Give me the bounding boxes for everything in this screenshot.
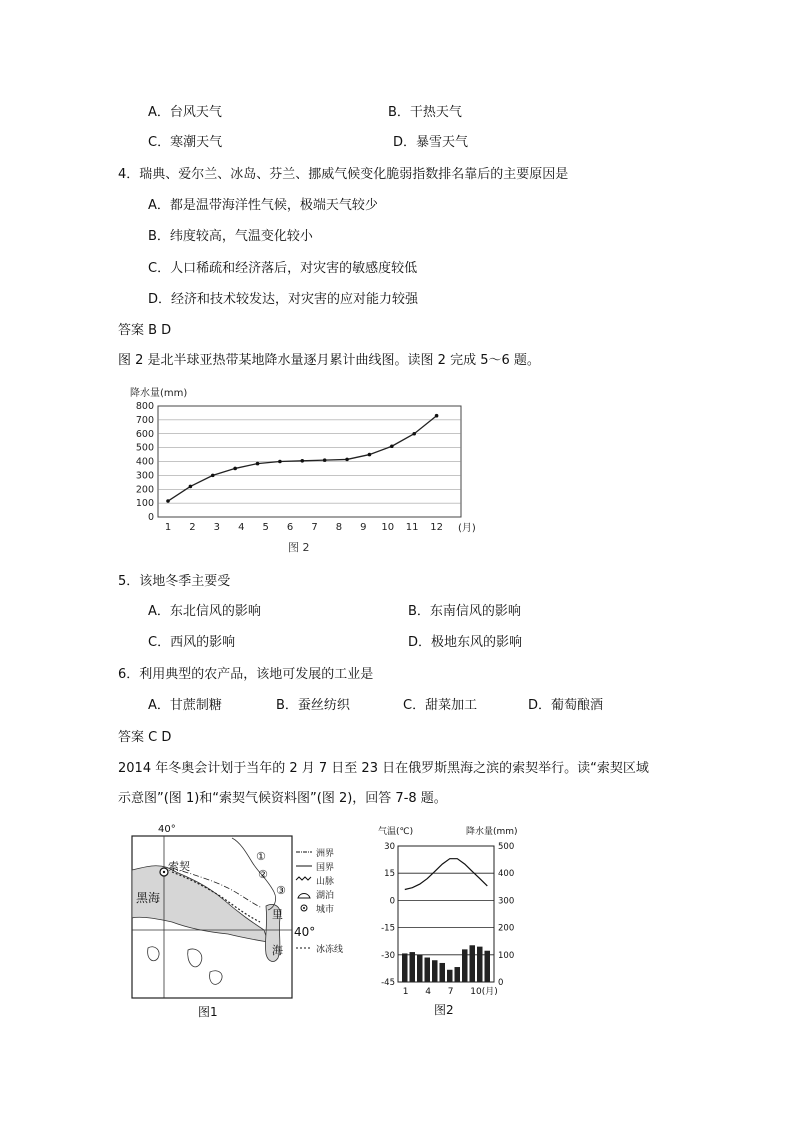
q5-option-d: D．极地东风的影响: [408, 635, 523, 650]
map-sea2-label-1: 里: [272, 908, 283, 921]
chart2-temp-tick: -30: [381, 950, 395, 961]
intro-7-8-line2: 示意图”(图 1)和“索契气候资料图”(图 2)，回答 7-8 题。: [118, 791, 447, 806]
chart1-data-point: [256, 462, 260, 466]
chart1-x-tick: 7: [311, 522, 318, 533]
chart2-temp-tick: 0: [389, 896, 395, 907]
chart1-x-tick: 6: [286, 522, 294, 533]
chart2-precip-tick: 200: [498, 923, 515, 934]
chart2-temp-tick: 15: [384, 869, 395, 880]
chart2-temp-tick: 30: [384, 842, 395, 852]
legend-freeze-line: 冰冻线: [316, 945, 344, 955]
chart2-precip-tick: 300: [498, 896, 515, 907]
chart1-x-tick: 2: [189, 522, 196, 533]
map-caption: 图1: [198, 1005, 218, 1019]
intro-5-6: 图 2 是北半球亚热带某地降水量逐月累计曲线图。读图 2 完成 5～6 题。: [118, 353, 540, 368]
q6-stem: 6．利用典型的农产品，该地可发展的工业是: [118, 667, 374, 682]
chart1-y-tick: 600: [135, 428, 154, 440]
chart2-precip-tick: 100: [498, 950, 515, 961]
chart1-y-tick: 300: [135, 470, 154, 482]
map-marker-3: ③: [276, 884, 286, 897]
chart1-data-point: [345, 458, 349, 462]
chart2-x-tick: 4: [425, 987, 431, 997]
chart1-data-point: [189, 485, 193, 489]
chart1-data-point: [435, 414, 439, 418]
q6-option-d: D．葡萄酿酒: [528, 698, 604, 713]
q5-option-a: A．东北信风的影响: [148, 604, 261, 619]
q5-option-b: B．东南信风的影响: [408, 604, 521, 619]
chart1-ylabel: 降水量(mm): [130, 388, 188, 399]
chart2-precip-bar: [432, 960, 438, 982]
chart1-x-tick: 4: [238, 522, 245, 533]
q6-option-c: C．甜菜加工: [403, 698, 478, 713]
map-city-label: 索契: [168, 860, 190, 873]
legend-national-border: 国界: [316, 863, 335, 873]
legend-lake: 湖泊: [316, 891, 335, 901]
q3-option-c: C．寒潮天气: [148, 135, 223, 150]
chart1-y-tick: 800: [135, 401, 154, 412]
chart1-data-point: [412, 432, 416, 436]
chart2-precip-tick: 500: [498, 842, 515, 852]
chart2-precip-tick: 0: [498, 978, 504, 988]
chart1-x-tick: 1: [164, 522, 172, 533]
chart1-data-point: [300, 459, 304, 463]
chart2-precip-bar: [402, 953, 408, 982]
chart1-x-tick: 9: [360, 522, 367, 533]
chart1-data-point: [166, 499, 170, 503]
chart2-x-tick: 1: [402, 987, 409, 997]
chart1-y-tick: 200: [135, 484, 154, 496]
chart1-y-tick: 100: [135, 498, 154, 510]
chart2-precip-bar: [410, 952, 416, 982]
q4-option-c: C．人口稀疏和经济落后，对灾害的敏感度较低: [148, 261, 418, 276]
q6-option-b: B．蚕丝纺织: [276, 698, 350, 713]
chart2-precip-bar: [470, 945, 476, 982]
chart1-data-point: [323, 458, 327, 462]
chart2-precip-bar: [485, 951, 491, 982]
answer-2: 答案 C D: [118, 730, 172, 745]
chart1-caption: 图 2: [288, 541, 310, 554]
q4-option-d: D．经济和技术较发达，对灾害的应对能力较强: [148, 292, 419, 307]
chart2-precip-bar: [425, 958, 431, 982]
legend-continent-boundary: 洲界: [316, 849, 335, 859]
chart1-x-tick: 11: [405, 522, 419, 533]
q3-option-d: D．暴雪天气: [393, 135, 469, 150]
chart1-y-tick: 700: [135, 414, 154, 426]
q4-option-a: A．都是温带海洋性气候，极端天气较少: [148, 198, 378, 213]
chart2-precip-bar: [455, 967, 461, 982]
q3-option-b: B．干热天气: [388, 105, 462, 120]
map-lon-label: 40°: [158, 824, 176, 835]
chart2-precip-bar: [417, 955, 423, 982]
chart2-x-tick: 7: [447, 987, 454, 997]
legend-city: 城市: [316, 905, 335, 915]
map-marker-1: ①: [256, 850, 266, 863]
chart2-left-label: 气温(℃): [378, 827, 414, 837]
answer-1: 答案 B D: [118, 323, 172, 338]
map-sea2-label-2: 海: [272, 944, 283, 957]
chart1-data-point: [211, 474, 215, 478]
chart2-right-label: 降水量(mm): [466, 827, 518, 837]
chart2-temp-tick: -15: [381, 923, 395, 934]
intro-7-8-line1: 2014 年冬奥会计划于当年的 2 月 7 日至 23 日在俄罗斯黑海之滨的索契举行。读“索契区域: [118, 761, 649, 776]
chart1-x-tick: 3: [213, 522, 221, 533]
chart2-temp-tick: -45: [381, 978, 395, 988]
chart1-x-tick: 10: [381, 522, 395, 533]
chart1-data-point: [390, 444, 394, 448]
sochi-region-map: [128, 822, 372, 1020]
chart2-precip-bar: [440, 963, 446, 982]
chart1-x-tick: 8: [335, 522, 343, 533]
chart2-precip-bar: [462, 949, 468, 982]
sochi-climate-chart: [372, 822, 532, 1020]
chart1-data-point: [368, 453, 372, 457]
chart1-x-tick: 5: [262, 522, 269, 533]
map-sea-label: 黑海: [136, 891, 161, 905]
chart2-temperature-curve: [405, 859, 488, 890]
chart1-series-line: [168, 416, 437, 501]
chart1-data-point: [233, 467, 237, 471]
chart1-xlabel: (月): [458, 523, 476, 534]
chart1-y-tick: 400: [135, 456, 154, 468]
chart1-y-tick: 500: [135, 442, 154, 454]
chart2-precip-bar: [477, 947, 483, 982]
chart2-precip-tick: 400: [498, 869, 515, 880]
chart1-data-point: [278, 460, 282, 464]
chart2-x-tick: 10(月): [470, 987, 498, 997]
chart1-x-tick: 12: [430, 522, 443, 533]
q3-option-a: A．台风天气: [148, 105, 222, 120]
map-marker-2: ②: [258, 868, 268, 881]
q4-stem: 4．瑞典、爱尔兰、冰岛、芬兰、挪威气候变化脆弱指数排名靠后的主要原因是: [118, 167, 569, 182]
q5-stem: 5．该地冬季主要受: [118, 574, 231, 589]
chart2-precip-bar: [447, 970, 453, 982]
chart1-y-tick: 0: [147, 512, 154, 523]
q4-option-b: B．纬度较高，气温变化较小: [148, 229, 313, 244]
q5-option-c: C．西风的影响: [148, 635, 236, 650]
cumulative-precip-chart: [122, 384, 492, 556]
map-lat-label: 40°: [294, 925, 316, 939]
q6-option-a: A．甘蔗制糖: [148, 698, 222, 713]
legend-mountain: 山脉: [316, 877, 335, 887]
chart2-caption: 图2: [434, 1003, 454, 1017]
